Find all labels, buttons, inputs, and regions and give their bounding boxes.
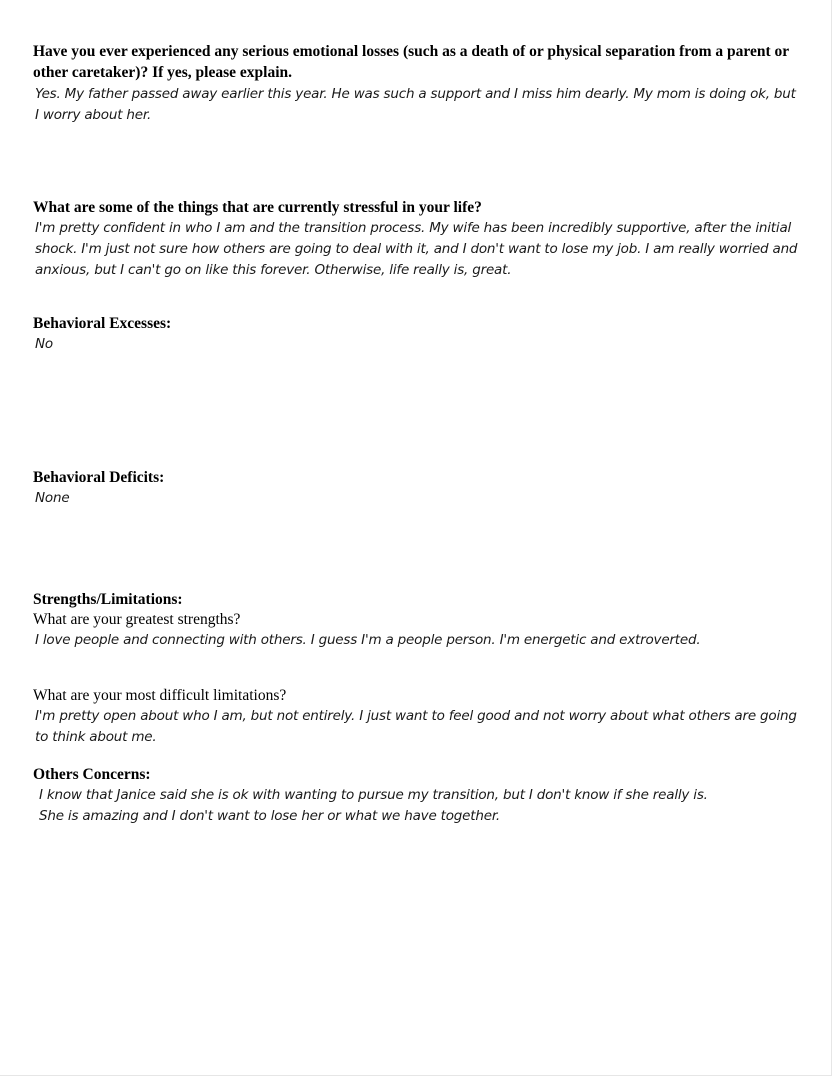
limitations-section [33, 686, 803, 748]
behavioral-deficits-heading: Behavioral Deficits: [33, 469, 165, 486]
emotional-losses-section [33, 41, 803, 126]
limitations-question: What are your most difficult limitations? [33, 687, 287, 704]
behavioral-deficits-section [33, 467, 803, 509]
behavioral-excesses-heading: Behavioral Excesses: [33, 315, 172, 332]
strengths-limitations-heading: Strengths/Limitations: [33, 591, 183, 608]
limitations-answer: I'm pretty open about who I am, but not entirely. I just want to feel good and not worry about what others are going to think about me. [35, 708, 797, 745]
others-concerns-heading: Others Concerns: [33, 766, 151, 783]
behavioral-excesses-answer: No [35, 336, 53, 352]
behavioral-deficits-answer: None [35, 490, 70, 506]
behavioral-excesses-section [33, 313, 803, 355]
emotional-losses-question: Have you ever experienced any serious emotional losses (such as a death of or physical separation from a parent or other caretaker)? If yes, please explain. [33, 43, 789, 81]
stressors-question: What are some of the things that are currently stressful in your life? [33, 199, 482, 216]
strengths-question: What are your greatest strengths? [33, 611, 241, 628]
others-concerns-section [33, 764, 803, 827]
others-concerns-answer-line2: She is amazing and I don't want to lose her or what we have together. [39, 808, 501, 824]
emotional-losses-answer: Yes. My father passed away earlier this year. He was such a support and I miss him dearly. My mom is doing ok, but I worry about her. [35, 86, 796, 123]
stressors-answer: I'm pretty confident in who I am and the transition process. My wife has been incredibly supportive, after the initial shock. I'm just not sure how others are going to deal with it, and I don't want to lose my job. I am really worried and anxious, but I can't go on like this forever. Otherwise, life really is, great. [35, 220, 798, 278]
stressors-section [33, 197, 803, 281]
others-concerns-answer-line1: I know that Janice said she is ok with wanting to pursue my transition, but I don't know if she really is. [39, 787, 708, 803]
strengths-answer: I love people and connecting with others. I guess I'm a people person. I'm energetic and extroverted. [35, 632, 701, 648]
strengths-limitations-section [33, 589, 803, 651]
